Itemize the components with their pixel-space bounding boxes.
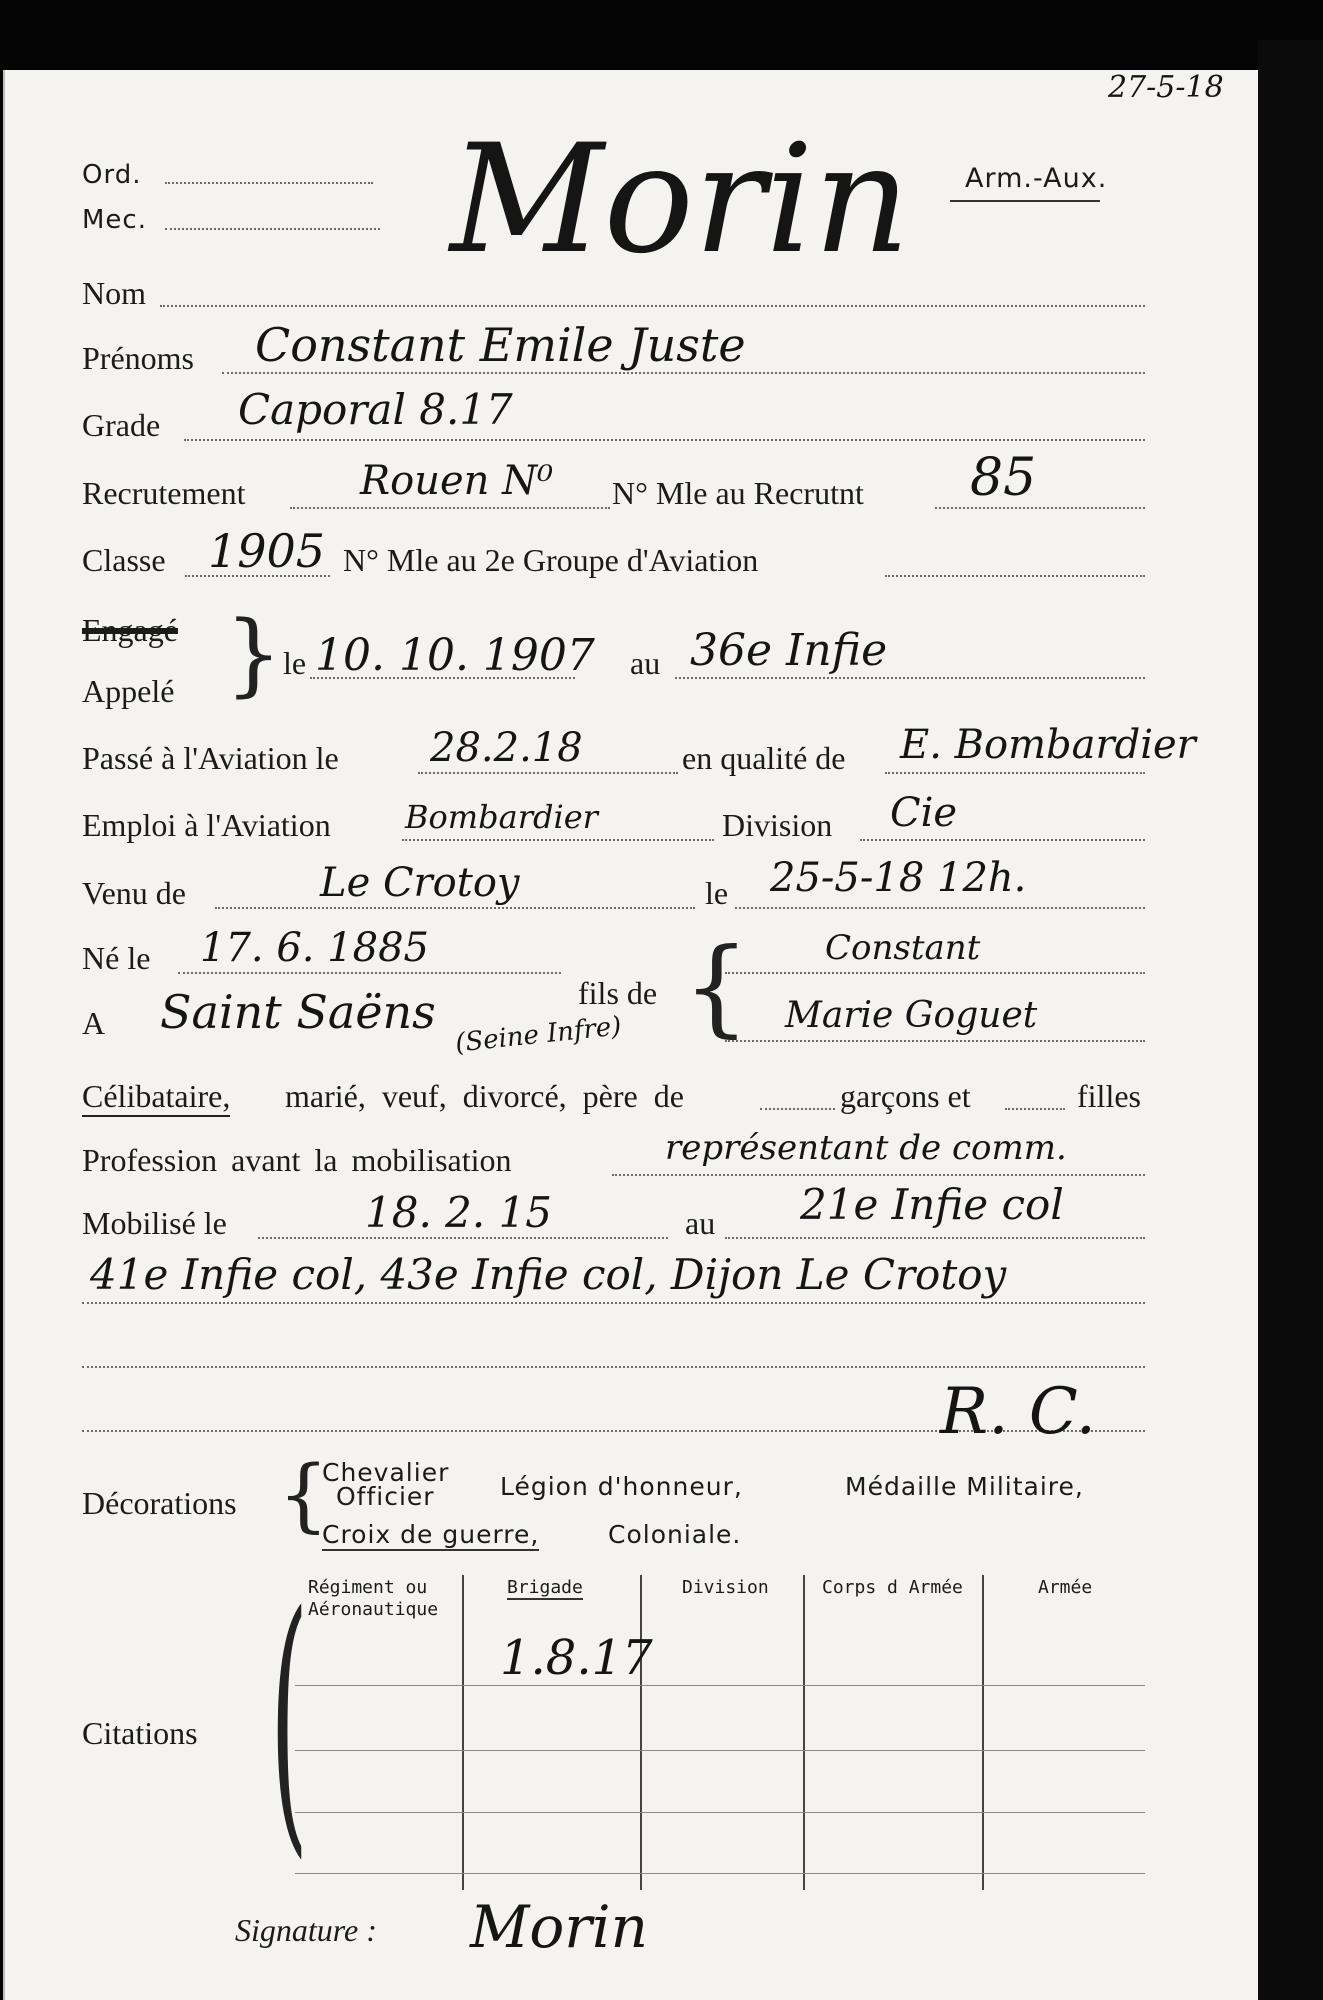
classe-label: Classe — [82, 542, 166, 578]
dark-border — [1258, 40, 1323, 2000]
groupe-label: N° Mle au 2e Groupe d'Aviation — [343, 542, 759, 578]
appele-label: Appelé — [82, 673, 175, 709]
citations-label: Citations — [82, 1715, 198, 1751]
mobilise-au-label: au — [685, 1205, 716, 1241]
venu-date: 25-5-18 12h. — [770, 855, 1027, 901]
citations-row-line-2 — [295, 1750, 1145, 1751]
ne-date: 17. 6. 1885 — [200, 925, 430, 971]
etat-civil-options: marié, veuf, divorcé, père de — [285, 1078, 684, 1114]
prenoms-value: Constant Emile Juste — [255, 318, 746, 372]
ne-a-label: A — [82, 1005, 106, 1041]
citations-col-divider-4 — [982, 1575, 984, 1890]
mother-name: Marie Goguet — [785, 995, 1038, 1036]
grade-value: Caporal 8.17 — [238, 385, 513, 434]
emploi-value: Bombardier — [405, 798, 598, 836]
filles-line — [1005, 1108, 1065, 1110]
venu-label: Venu de — [82, 875, 186, 911]
recrut-number-label: N° Mle au Recrutnt — [612, 475, 864, 511]
col-header-armee: Armée — [1038, 1577, 1093, 1598]
ne-label: Né le — [82, 940, 151, 976]
date-mark: 27-5-18 — [1108, 70, 1224, 105]
chevalier-label: Chevalier — [322, 1458, 450, 1487]
col-header-division: Division — [682, 1577, 769, 1598]
mother-line — [725, 1040, 1145, 1042]
venu-value: Le Crotoy — [320, 860, 520, 906]
legion-label: Légion d'honneur, — [500, 1472, 743, 1501]
arm-aux-label: Arm.-Aux. — [965, 163, 1108, 194]
engage-label-struck: Engagé — [82, 612, 178, 648]
col-header-corps: Corps d Armée — [822, 1577, 963, 1598]
col-header-regiment: Régiment ou Aéronautique — [308, 1577, 439, 1620]
nom-value: Morin — [450, 113, 911, 287]
profession-label: Profession avant la mobilisation — [82, 1142, 512, 1178]
nom-line — [160, 305, 1145, 307]
initials: R. C. — [940, 1375, 1096, 1449]
father-line — [725, 972, 1145, 974]
division-line — [860, 839, 1145, 841]
officier-label: Officier — [336, 1482, 435, 1511]
mec-label: Mec. — [82, 205, 147, 235]
profession-line — [612, 1174, 1145, 1176]
ord-line — [165, 182, 373, 184]
citations-row-line-1 — [295, 1685, 1145, 1686]
prenoms-label: Prénoms — [82, 340, 194, 376]
grade-label: Grade — [82, 407, 161, 443]
citations-row-line-4 — [295, 1873, 1145, 1874]
mec-line — [165, 228, 380, 230]
nom-label: Nom — [82, 275, 146, 311]
decorations-label: Décorations — [82, 1485, 237, 1521]
citations-row-line-3 — [295, 1812, 1145, 1813]
garcons-line — [760, 1108, 835, 1110]
mobilise-unit: 21e Infie col — [800, 1180, 1064, 1229]
birth-place: Saint Saëns — [160, 985, 436, 1039]
coloniale-label: Coloniale. — [608, 1520, 742, 1549]
engage-date: 10. 10. 1907 — [315, 630, 595, 681]
division-value: Cie — [890, 790, 958, 836]
ord-label: Ord. — [82, 160, 142, 190]
prenoms-line — [222, 372, 1145, 374]
fils-de-label: fils de — [578, 975, 658, 1011]
col-header-brigade: Brigade — [507, 1577, 583, 1598]
citations-brace: ( — [270, 1557, 309, 1883]
ne-date-line — [178, 972, 561, 974]
medaille-label: Médaille Militaire, — [845, 1472, 1084, 1501]
father-name: Constant — [825, 928, 981, 968]
extra-assignments: 41e Infie col, 43e Infie col, Dijon Le Crotoy — [90, 1250, 1007, 1299]
classe-value: 1905 — [208, 524, 326, 578]
recrutement-line — [290, 507, 610, 509]
passe-date: 28.2.18 — [430, 725, 583, 771]
recrutement-value: Rouen N⁰ — [360, 458, 554, 504]
passe-date-line — [418, 772, 678, 774]
birth-dept: (Seine Infre) — [453, 1011, 623, 1059]
filles-label: filles — [1077, 1078, 1141, 1114]
emploi-line — [402, 839, 714, 841]
engage-brace: } — [225, 602, 283, 707]
celibataire-label: Célibataire, — [82, 1078, 230, 1117]
brigade-citation-date: 1.8.17 — [500, 1630, 653, 1686]
qualite-value: E. Bombardier — [900, 722, 1196, 768]
citations-col-divider-2 — [640, 1575, 642, 1890]
venu-date-line — [735, 907, 1145, 909]
groupe-line — [885, 575, 1145, 577]
mobilise-date: 18. 2. 15 — [365, 1188, 553, 1237]
decorations-brace: { — [278, 1448, 329, 1541]
venu-line — [215, 907, 695, 909]
extra-line-2 — [82, 1366, 1145, 1368]
mobilise-date-line — [258, 1237, 668, 1239]
emploi-label: Emploi à l'Aviation — [82, 807, 331, 843]
arm-aux-underline — [950, 200, 1100, 202]
grade-line — [184, 439, 1145, 441]
mobilise-unit-line — [725, 1237, 1145, 1239]
extra-line-1 — [82, 1302, 1145, 1304]
recrut-number-value: 85 — [970, 448, 1037, 508]
engage-unit: 36e Infie — [690, 625, 888, 676]
qualite-label: en qualité de — [682, 740, 846, 776]
parents-brace: { — [683, 926, 750, 1048]
engage-unit-line — [675, 677, 1145, 679]
citations-col-divider-1 — [462, 1575, 464, 1890]
mobilise-label: Mobilisé le — [82, 1205, 227, 1241]
citations-col-divider-3 — [803, 1575, 805, 1890]
qualite-line — [885, 772, 1145, 774]
division-label: Division — [722, 807, 833, 843]
croix-label: Croix de guerre, — [322, 1520, 540, 1549]
garcons-label: garçons et — [840, 1078, 971, 1114]
profession-value: représentant de comm. — [665, 1128, 1067, 1168]
passe-label: Passé à l'Aviation le — [82, 740, 339, 776]
signature-value: Morin — [470, 1893, 648, 1961]
recrutement-label: Recrutement — [82, 475, 246, 511]
signature-label: Signature : — [235, 1912, 377, 1948]
venu-le-label: le — [705, 875, 729, 911]
recrut-number-line — [935, 507, 1145, 509]
engage-le-label: le — [283, 645, 307, 681]
engage-au-label: au — [630, 645, 661, 681]
